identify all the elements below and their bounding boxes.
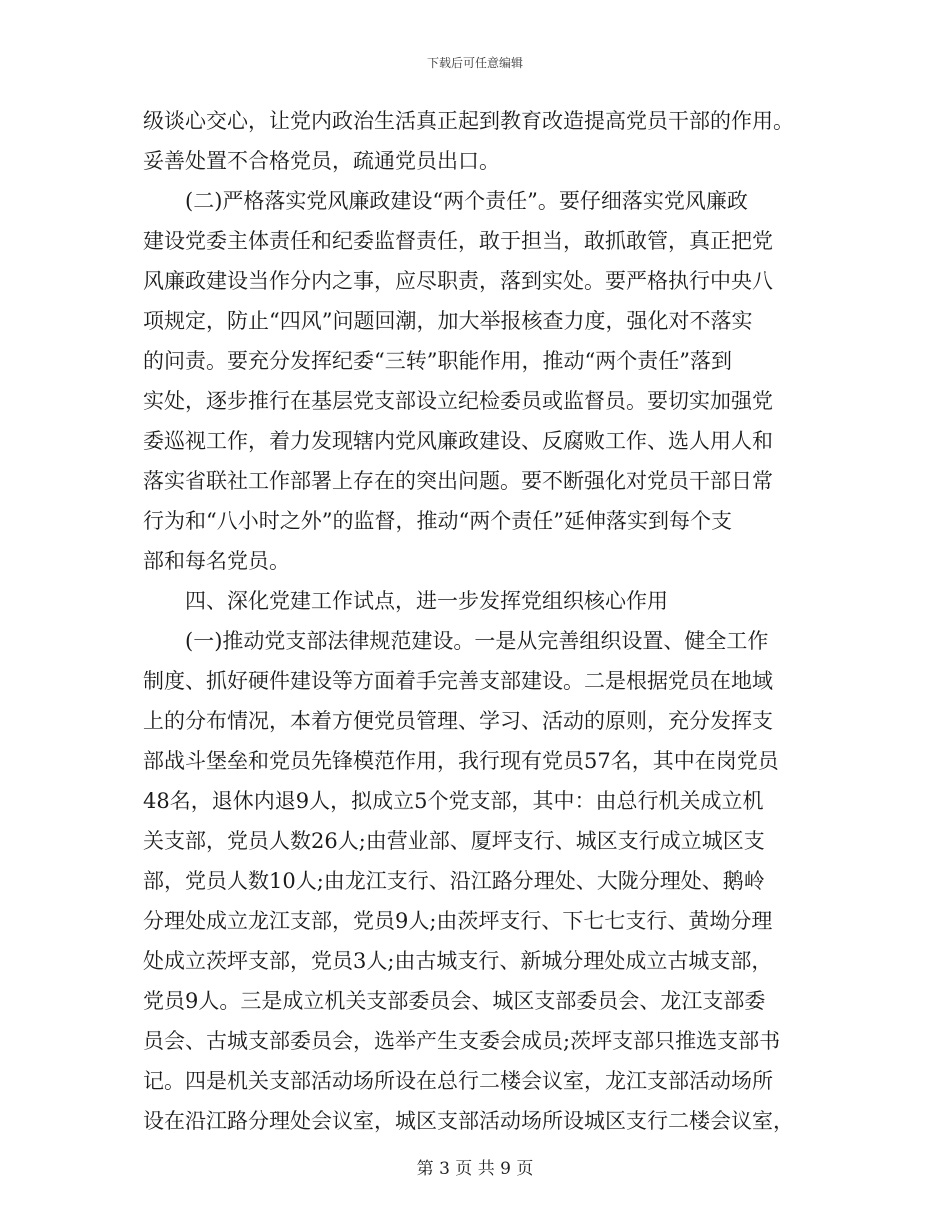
text-line: 党员9人。三是成立机关支部委员会、城区支部委员会、龙江支部委 [143, 989, 766, 1013]
text-line: 项规定，防止“四风”问题回潮，加大举报核查力度，强化对不落实 [143, 309, 753, 333]
section-heading: 四、深化党建工作试点，进一步发挥党组织核心作用 [143, 589, 668, 613]
text-line: 分理处成立龙江支部，党员9人;由茨坪支行、下七七支行、黄坳分理 [143, 909, 773, 933]
text-line: 委巡视工作，着力发现辖内党风廉政建设、反腐败工作、选人用人和 [143, 429, 773, 453]
text-line: 落实省联社工作部署上存在的突出问题。要不断强化对党员干部日常 [143, 469, 773, 493]
text-line: 部，党员人数10人;由龙江支行、沿江路分理处、大陇分理处、鹅岭 [143, 869, 765, 893]
text-line: 设在沿江路分理处会议室，城区支部活动场所设城区支行二楼会议室， [143, 1109, 794, 1133]
text-line: 制度、抓好硬件建设等方面着手完善支部建设。二是根据党员在地域 [143, 669, 773, 693]
text-line: (二)严格落实党风廉政建设“两个责任”。要仔细落实党风廉政 [143, 189, 748, 213]
text-line: 建设党委主体责任和纪委监督责任，敢于担当，敢抓敢管，真正把党 [143, 229, 773, 253]
text-line: 部和每名党员。 [143, 549, 290, 573]
page-number-footer: 第 3 页 共 9 页 [416, 1159, 534, 1179]
text-line: 48名，退休内退9人，拟成立5个党支部，其中：由总行机关成立机 [143, 789, 764, 813]
text-line: 关支部，党员人数26人;由营业部、厦坪支行、城区支行成立城区支 [143, 829, 765, 853]
text-line: 的问责。要充分发挥纪委“三转”职能作用，推动“两个责任”落到 [143, 349, 732, 373]
document-body [143, 101, 813, 1141]
text-line: 行为和“八小时之外”的监督，推动“两个责任”延伸落实到每个支 [143, 509, 732, 533]
text-line: 记。四是机关支部活动场所设在总行二楼会议室，龙江支部活动场所 [143, 1069, 773, 1093]
text-line: 风廉政建设当作分内之事，应尽职责，落到实处。要严格执行中央八 [143, 269, 773, 293]
text-line: 处成立茨坪支部，党员3人;由古城支行、新城分理处成立古城支部， [143, 949, 773, 973]
text-line: 实处，逐步推行在基层党支部设立纪检委员或监督员。要切实加强党 [143, 389, 773, 413]
text-line: 妥善处置不合格党员，疏通党员出口。 [143, 149, 500, 173]
text-line: 员会、古城支部委员会，选举产生支委会成员;茨坪支部只推选支部书 [143, 1029, 781, 1053]
text-line: 上的分布情况，本着方便党员管理、学习、活动的原则，充分发挥支 [143, 709, 773, 733]
page-header: 下载后可任意编辑 [426, 56, 523, 70]
text-line: (一)推动党支部法律规范建设。一是从完善组织设置、健全工作 [143, 629, 769, 653]
text-line: 级谈心交心，让党内政治生活真正起到教育改造提高党员干部的作用。 [143, 109, 794, 133]
text-line: 部战斗堡垒和党员先锋模范作用，我行现有党员57名，其中在岗党员 [143, 749, 779, 773]
